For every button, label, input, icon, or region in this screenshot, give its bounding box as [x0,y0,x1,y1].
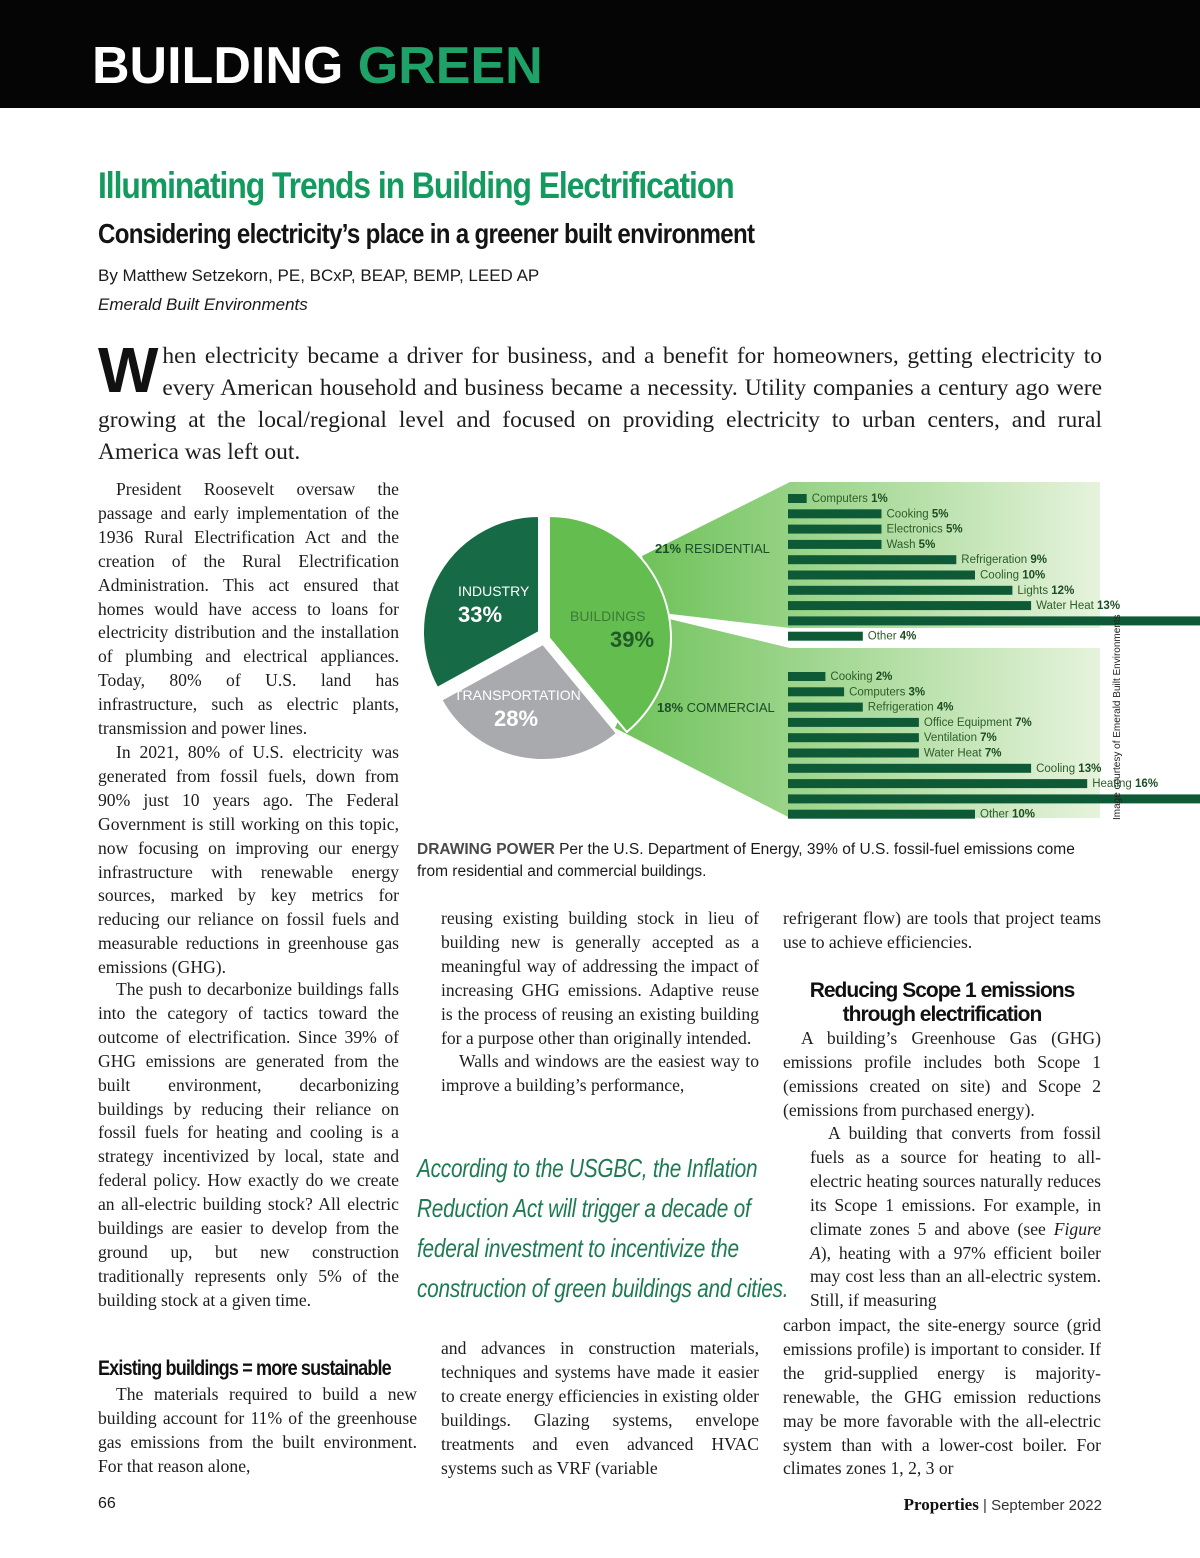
bar-commercial-cooling [788,764,1031,773]
bar-commercial-ventilation [788,733,919,742]
bar-commercial-heating [788,779,1087,788]
bar-label-commercial-heating: Heating 16% [1092,778,1159,791]
bar-residential-lights [788,586,1012,595]
pie-label-buildings: BUILDINGS [570,608,646,624]
col3-paragraph-1: refrigerant flow) are tools that project teams use to achieve efficiencies. [783,908,1101,952]
col1-paragraph-4: The materials required to build a new building account for 11% of the greenhouse gas emissions from the built environment. For that reason alone, [98,1384,417,1476]
column-3-bottom [783,1314,1101,1481]
col2-paragraph-1: reusing existing building stock in lieu of building new is generally accepted as a meaningful way of addressing the impact of increasing GHG emissions. Adaptive reuse is the process of reusing an existing building for a purpose other than originally intended. [441,908,759,1048]
issue-date: September 2022 [991,1497,1102,1514]
pie-value-transportation: 28% [494,706,539,731]
col3-p3-pre: A building that converts from fossil fuels as a source for heating to all-electric heating sources naturally reduces its Scope 1 emissions. For example, in climate zones 5 and above (see [810,1123,1101,1239]
col3-paragraph-3 [810,1122,1101,1313]
byline: By Matthew Setzekorn, PE, BCxP, BEAP, BEMP, LEED AP [98,266,540,285]
magazine-name: Properties [903,1495,979,1514]
bar-label-commercial-cooking: Cooking 2% [830,671,893,683]
bar-label-residential-refrigeration: Refrigeration 9% [961,554,1047,567]
bar-label-residential-lights: Lights 12% [1017,584,1075,597]
lead-text: hen electricity became a driver for business, and a benefit for homeowners, getting electricity to every American household and business became a necessity. Utility companies a century ago were growing at the local/regional level and focused on providing electricity to urban centers, and rural America was left out. [98,343,1102,465]
column-3 [783,907,1101,1122]
bar-label-residential-cooling: Cooling 10% [980,569,1046,582]
caption-lead: DRAWING POWER [417,841,555,858]
bar-residential-cooling [788,571,975,580]
section-title [92,36,543,96]
col1-paragraph-2: In 2021, 80% of U.S. electricity was generated from fossil fuels, down from 90% just 10 years ago. The Federal Government is still working on this topic, now focusing on improving our energy infrastructure with renewable energy sources, marked by key metrics for reducing our reliance on fossil fuels and measurable reductions in greenhouse gas emissions (GHG). [98,741,399,978]
bar-label-residential-electronics: Electronics 5% [886,523,963,536]
pie-value-industry: 33% [458,602,503,627]
bar-label-residential-water-heat: Water Heat 13% [1036,600,1121,613]
bar-residential-refrigeration [788,555,956,564]
column-1-top [98,478,399,980]
bar-label-commercial-ventilation: Ventilation 7% [923,732,997,745]
subhead-scope-1 [783,979,1101,1027]
bar-label-residential-computers: Computers 1% [811,493,888,505]
article-title: Illuminating Trends in Building Electrification [98,165,734,206]
bar-commercial-cooking [788,672,825,681]
pie-label-transportation: TRANSPORTATION [454,687,581,703]
pie-value-buildings: 39% [610,627,655,652]
bar-label-residential-wash: Wash 5% [886,538,936,551]
bar-residential-wash [788,540,882,549]
page-number: 66 [98,1495,116,1512]
bar-commercial-other [788,810,975,819]
column-3-mid [810,1122,1101,1313]
bar-label-commercial-other: Other 10% [980,808,1035,821]
drop-cap: W [98,334,157,406]
bar-label-commercial-water-heat: Water Heat 7% [923,747,1002,760]
pull-quote-line4: construction of green buildings and cities. [417,1273,789,1303]
subhead-scope-1-line1: Reducing Scope 1 emissions [809,978,1075,1002]
column-1-mid [98,978,417,1313]
image-credit: Image courtesy of Emerald Built Environments [1112,614,1123,820]
pie-label-industry: INDUSTRY [458,583,530,599]
bar-commercial-refrigeration [788,703,863,712]
bar-label-residential-cooking: Cooking 5% [886,508,949,521]
figure-caption [417,839,1107,883]
lead-paragraph [98,334,1102,468]
bar-residential-other [788,632,863,641]
subhead-scope-1-line2: through electrification [842,1002,1042,1026]
col1-paragraph-3: The push to decarbonize buildings falls into the category of tactics toward the outcome of electrification. Since 39% of GHG emissions are generated from the built environment, decarbonizing buildings by reducing their reliance on fossil fuels for heating and cooling is a strategy incentivized by local, state and federal policy. How exactly do we create an all-electric building stock? All electric buildings are easier to develop from the ground up, but new construction traditionally represents only 5% of the building stock at a given time. [98,979,399,1310]
magazine-footer: Properties | September 2022 [903,1495,1102,1514]
pull-quote [417,1148,789,1308]
bar-residential-cooking [788,509,882,518]
col2-paragraph-3: and advances in construction materials, techniques and systems have made it easier to create energy efficiencies in existing older buildings. Glazing systems, envelope treatments and even advanced HVAC systems such as VRF (variable [441,1338,759,1478]
bar-label-residential-other: Other 4% [867,630,917,643]
bar-commercial-lights [788,794,1200,803]
bar-residential-heating [788,616,1200,625]
caption-text: Per the U.S. Department of Energy, 39% of U.S. fossil-fuel emissions come from residential and commercial buildings. [417,841,1075,880]
pull-quote-line3: federal investment to incentivize the [417,1233,739,1263]
pull-quote-line1: According to the USGBC, the Inflation [417,1153,758,1183]
bar-label-commercial-office-equipment: Office Equipment 7% [923,716,1032,729]
column-2-bottom [441,1337,759,1480]
breakdown-label-commercial: 18% COMMERCIAL [657,700,775,715]
section-title-word1: BUILDING [92,37,344,95]
article-subtitle: Considering electricity’s place in a greener built environment [98,218,755,249]
bar-residential-electronics [788,525,882,534]
col3-p3-tail: ), heating with a 97% efficient boiler may cost less than an all-electric system. Still, if measuring [810,1242,1101,1311]
bar-label-commercial-refrigeration: Refrigeration 4% [867,701,954,714]
bar-label-commercial-computers: Computers 3% [849,686,926,699]
bar-commercial-computers [788,687,844,696]
section-title-word2: GREEN [357,37,543,95]
column-1-bottom [98,1357,417,1479]
section-banner [0,0,1200,108]
col2-paragraph-2: Walls and windows are the easiest way to improve a building’s performance, [441,1051,759,1096]
subhead-existing-buildings: Existing buildings = more sustainable [98,1357,391,1380]
author-affiliation: Emerald Built Environments [98,295,308,314]
breakdown-label-residential: 21% RESIDENTIAL [655,541,770,556]
bar-commercial-office-equipment [788,718,919,727]
pull-quote-line2: Reduction Act will trigger a decade of [417,1193,751,1223]
figure-reference: Figure A [810,1218,1101,1263]
col3-paragraph-3-continued: carbon impact, the site-energy source (grid emissions profile) is important to consider. If the grid-supplied energy is majority-renewable, the GHG emission reductions may be more favorable with the all-electric system than with a lower-cost boiler. For climates zones 1, 2, 3 or [783,1315,1101,1479]
bar-commercial-water-heat [788,749,919,758]
col3-paragraph-2: A building’s Greenhouse Gas (GHG) emissions profile includes both Scope 1 (emissions created on site) and Scope 2 (emissions from purchased energy). [783,1027,1101,1120]
bar-residential-computers [788,494,807,503]
column-2-top [441,907,759,1098]
bar-label-commercial-cooling: Cooling 13% [1036,762,1102,775]
bar-residential-water-heat [788,601,1031,610]
col1-paragraph-1: President Roosevelt oversaw the passage and early implementation of the 1936 Rural Electrification Act and the creation of the Rural Electrification Administration. This act ensured that homes would have access to loans for electricity distribution and the installation of plumbing and electrical appliances. Today, 80% of U.S. land has infrastructure, such as electric plants, transmission and power lines. [98,479,399,739]
